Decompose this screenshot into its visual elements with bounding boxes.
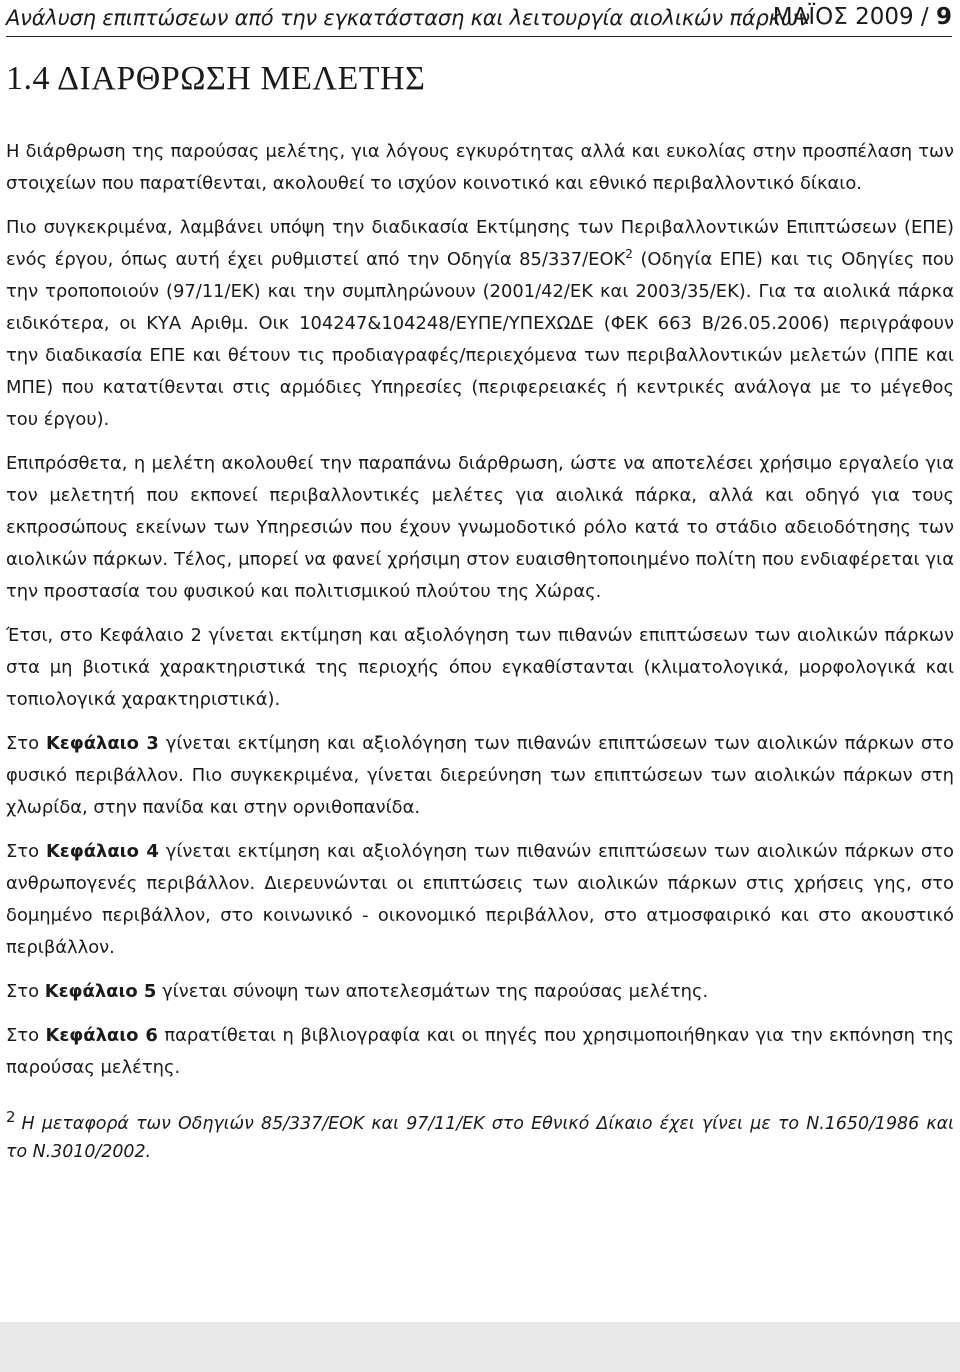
paragraph-text: Στο (6, 841, 46, 862)
paragraph-text: Στο (6, 981, 45, 1002)
document-title: Ανάλυση επιπτώσεων από την εγκατάσταση και λειτουργία αιολικών πάρκων (6, 6, 810, 30)
paragraph-text: γίνεται εκτίμηση και αξιολόγηση των πιθανών επιπτώσεων των αιολικών πάρκων στο ανθρωπογενές περιβάλλον. Διερευνώνται οι επιπτώσεις των αιολικών πάρκων στις χρήσεις γης, στο δομημένο περιβάλλον, στο κοινωνικό - οικονομικό περιβάλλον, στο ατμοσφαιρικό και στο ακουστικό περιβάλλον. (6, 841, 954, 958)
paragraph-text: Στο (6, 733, 46, 754)
paragraph-chapter-2: Έτσι, στο Κεφάλαιο 2 γίνεται εκτίμηση και αξιολόγηση των πιθανών επιπτώσεων των αιολικών πάρκων στα μη βιοτικά χαρακτηριστικά της περιοχής όπου εγκαθίστανται (κλιματολογικά, μορφολογικά και τοπιολογικά χαρακτηριστικά). (6, 625, 954, 710)
page-header (6, 2, 952, 37)
date-page-info (773, 4, 952, 30)
paragraph-chapter-5 (6, 976, 954, 1008)
footnote-text: Η μεταφορά των Οδηγιών 85/337/ΕΟΚ και 97/11/ΕΚ στο Εθνικό Δίκαιο έχει γίνει με το Ν.1650/1986 και το Ν.3010/2002. (6, 1114, 954, 1162)
footer-bar (0, 1322, 960, 1372)
chapter-ref: Κεφάλαιο 3 (45, 733, 159, 754)
paragraph-chapter-4 (6, 836, 954, 964)
paragraph-text: γίνεται σύνοψη των αποτελεσμάτων της παρούσας μελέτης. (156, 981, 709, 1002)
paragraph-text: (Οδηγία ΕΠΕ) και τις Οδηγίες που την τροποποιούν (97/11/ΕΚ) και την συμπληρώνουν (2001/42/ΕΚ και 2003/35/ΕΚ). Για τα αιολικά πάρκα ειδικότερα, οι ΚΥΑ Αριθμ. Οικ 104247&104248/ΕΥΠΕ/ΥΠΕΧΩΔΕ (ΦΕΚ 663 Β/26.05.2006) περιγράφουν την διαδικασία ΕΠΕ και θέτουν τις προδιαγραφές/περιεχόμενα των περιβαλλοντικών μελετών (ΠΠΕ και ΜΠΕ) που κατατίθενται στις αρμόδιες Υπηρεσίες (περιφερειακές ή κεντρικές ανάλογα με το μέγεθος του έργου). (6, 249, 954, 430)
chapter-ref: Κεφάλαιο 5 (44, 981, 157, 1002)
paragraph-purpose: Επιπρόσθετα, η μελέτη ακολουθεί την παραπάνω διάρθρωση, ώστε να αποτελέσει χρήσιμο εργαλείο για τον μελετητή που εκπονεί περιβαλλοντικές μελέτες για αιολικά πάρκα, αλλά και οδηγό για τους εκπροσώπους εκείνων των Υπηρεσιών που έχουν γνωμοδοτικό ρόλο κατά το στάδιο αδειοδότησης των αιολικών πάρκων. Τέλος, μπορεί να φανεί χρήσιμη στον ευαισθητοποιημένο πολίτη που ενδιαφέρεται για την προστασία του φυσικού και πολιτισμικού πλούτου της Χώρας. (6, 453, 954, 602)
footnote (6, 1110, 954, 1166)
paragraph-text: παρατίθεται η βιβλιογραφία και οι πηγές που χρησιμοποιήθηκαν για την εκπόνηση της παρούσας μελέτης. (6, 1025, 954, 1078)
paragraph-chapter-3 (6, 728, 954, 824)
page-number: 9 (935, 4, 952, 30)
publication-date: ΜΑΪΟΣ 2009 (772, 4, 914, 30)
footnote-mark: 2 (6, 1108, 16, 1127)
paragraph-legislation (6, 212, 954, 436)
header-separator: / (920, 4, 929, 30)
chapter-ref: Κεφάλαιο 4 (45, 841, 159, 862)
section-title: 1.4 ΔΙΑΡΘΡΩΣΗ ΜΕΛΕΤΗΣ (6, 60, 426, 97)
paragraph-text: γίνεται εκτίμηση και αξιολόγηση των πιθανών επιπτώσεων των αιολικών πάρκων στο φυσικό περιβάλλον. Πιο συγκεκριμένα, γίνεται διερεύνηση των επιπτώσεων των αιολικών πάρκων στη χλωρίδα, στην πανίδα και στην ορνιθοπανίδα. (6, 733, 954, 818)
paragraph-intro: Η διάρθρωση της παρούσας μελέτης, για λόγους εγκυρότητας αλλά και ευκολίας στην προσπέλαση των στοιχείων που παρατίθενται, ακολουθεί το ισχύον κοινοτικό και εθνικό περιβαλλοντικό δίκαιο. (6, 141, 954, 194)
paragraph-text: Στο (6, 1025, 46, 1046)
footnote-ref: 2 (625, 247, 633, 262)
chapter-ref: Κεφάλαιο 6 (45, 1025, 158, 1046)
paragraph-chapter-6 (6, 1020, 954, 1084)
body-text (6, 136, 954, 1096)
paragraph-text: Πιο συγκεκριμένα, λαμβάνει υπόψη την διαδικασία Εκτίμησης των Περιβαλλοντικών Επιπτώσεων (ΕΠΕ) ενός έργου, όπως αυτή έχει ρυθμιστεί από την Οδηγία 85/337/ΕΟΚ (6, 217, 954, 270)
